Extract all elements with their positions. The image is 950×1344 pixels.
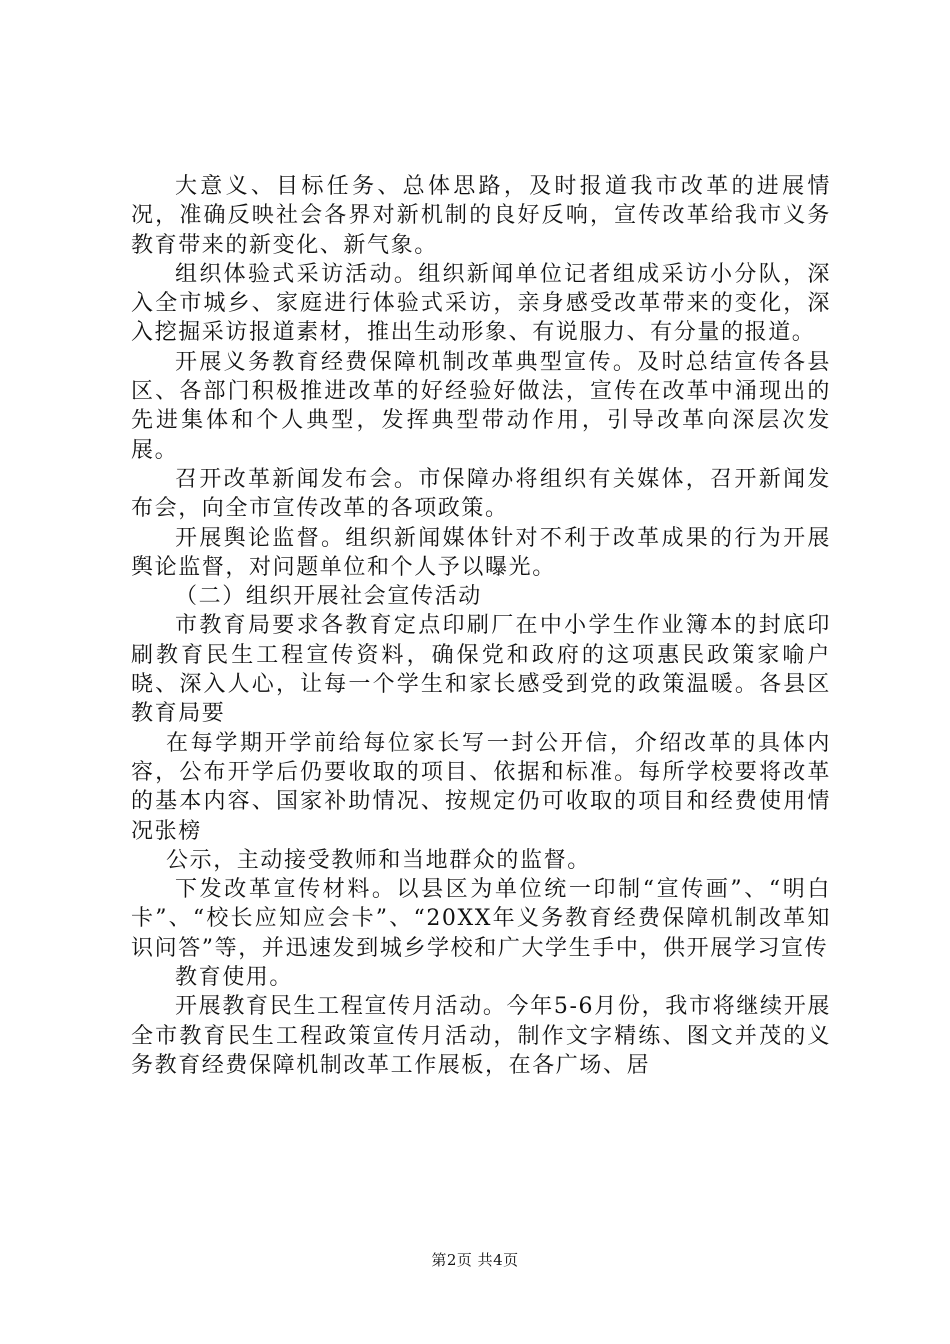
paragraph: 组织体验式采访活动。组织新闻单位记者组成采访小分队，深入全市城乡、家庭进行体验式采访，亲身感受改革带来的变化，深入挖掘采访报道素材，推出生动形象、有说服力、有分量的报道。 bbox=[131, 261, 831, 346]
paragraph: 开展教育民生工程宣传月活动。今年5-6月份，我市将继续开展全市教育民生工程政策宣传月活动，制作文字精练、图文并茂的义务教育经费保障机制改革工作展板，在各广场、居 bbox=[131, 994, 831, 1078]
paragraph: 大意义、目标任务、总体思路，及时报道我市改革的进展情况，准确反映社会各界对新机制的良好反响，宣传改革给我市义务教育带来的新变化、新气象。 bbox=[131, 174, 831, 258]
paragraph: 教育使用。 bbox=[175, 965, 294, 991]
paragraph: 开展舆论监督。组织新闻媒体针对不利于改革成果的行为开展舆论监督，对问题单位和个人予以曝光。 bbox=[131, 525, 831, 580]
paragraph: 市教育局要求各教育定点印刷厂在中小学生作业簿本的封底印刷教育民生工程宣传资料，确保党和政府的这项惠民政策家喻户晓、深入人心，让每一个学生和家长感受到党的政策温暖。各县区教育局要 bbox=[131, 613, 831, 727]
section-heading: （二）组织开展社会宣传活动 bbox=[175, 584, 482, 610]
page-footer: 第2页 共4页 bbox=[431, 1251, 519, 1269]
paragraph: 召开改革新闻发布会。市保障办将组织有关媒体，召开新闻发布会，向全市宣传改革的各项政策。 bbox=[131, 466, 831, 522]
paragraph: 公示，主动接受教师和当地群众的监督。 bbox=[166, 847, 591, 873]
paragraph: 开展义务教育经费保障机制改革典型宣传。及时总结宣传各县区、各部门积极推进改革的好经验好做法，宣传在改革中涌现出的先进集体和个人典型，发挥典型带动作用，引导改革向深层次发展。 bbox=[131, 349, 831, 463]
paragraph: 下发改革宣传材料。以县区为单位统一印制“宣传画”、“明白卡”、“校长应知应会卡”、“20XX年义务教育经费保障机制改革知识问答”等，并迅速发到城乡学校和广大学生手中，供开展学习宣传 bbox=[131, 877, 831, 961]
document-body bbox=[131, 172, 831, 1080]
paragraph: 在每学期开学前给每位家长写一封公开信，介绍改革的具体内容，公布开学后仍要收取的项目、依据和标准。每所学校要将改革的基本内容、国家补助情况、按规定仍可收取的项目和经费使用情况张榜 bbox=[131, 730, 831, 844]
